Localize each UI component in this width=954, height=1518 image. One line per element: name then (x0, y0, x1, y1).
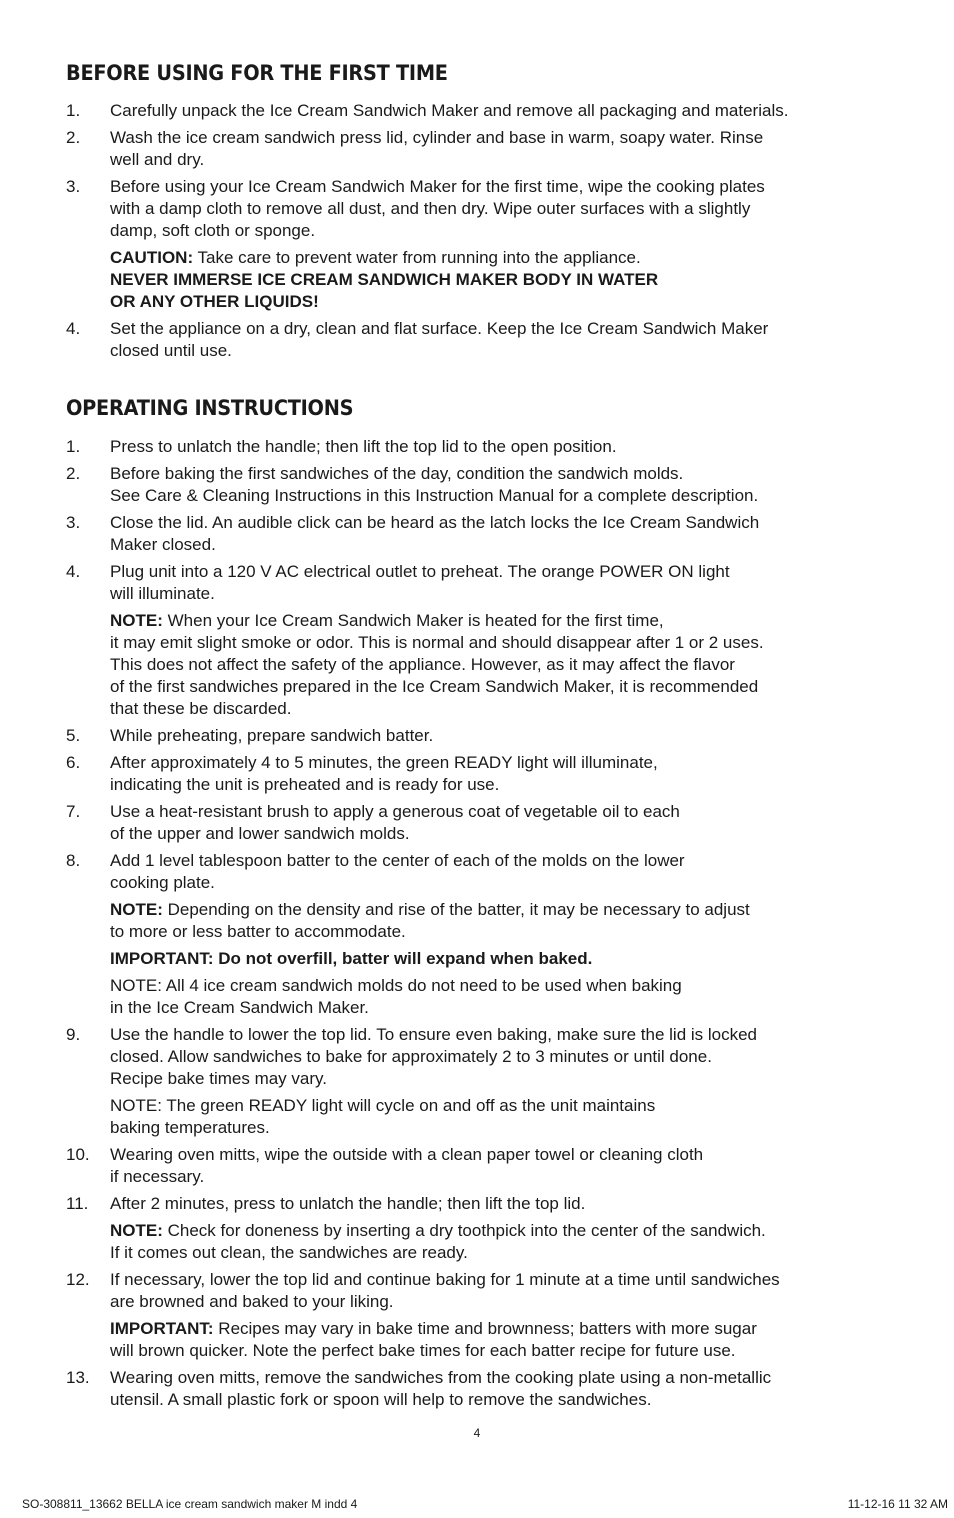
section-title-before-first-use: BEFORE USING FOR THE FIRST TIME (66, 61, 448, 85)
page-number: 4 (473, 1426, 481, 1440)
list-item: 3. Close the lid. An audible click can be heard as the latch locks the Ice Cream Sandwich Maker closed. (66, 513, 760, 554)
list-item: 3. Before using your Ice Cream Sandwich Maker for the first time, wipe the cooking plates with a damp cloth to remove all dust, and then dry. Wipe outer surfaces with a slightly damp, soft cloth or sponge. CAUTION: Take care to prevent water from running into the appliance. NEVER IMMERSE ICE CREAM SANDWICH MAKER BODY IN WATER OR ANY OTHER LIQUIDS! (0, 176, 900, 313)
warning-text: OR ANY OTHER LIQUIDS! (110, 292, 319, 311)
note-label: NOTE: (110, 900, 163, 919)
list-item: 12. If necessary, lower the top lid and continue baking for 1 minute at a time until sandwiches are browned and baked to your liking. IMPORTANT: Recipes may vary in bake time and brownness; batters with more sugar will brown quicker. Note the perfect bake times for each batter recipe for future use. (0, 1269, 900, 1362)
list-item: 7. Use a heat-resistant brush to apply a generous coat of vegetable oil to each of the upper and lower sandwich molds. (66, 802, 680, 843)
operating-instructions-list (0, 436, 954, 1416)
list-item: 1. Press to unlatch the handle; then lift the top lid to the open position. (66, 437, 617, 456)
important-block: IMPORTANT: Recipes may vary in bake time and brownness; batters with more sugar will brown quicker. Note the perfect bake times for each batter recipe for future use. (110, 1319, 757, 1360)
important-text: IMPORTANT: Do not overfill, batter will expand when baked. (110, 949, 593, 968)
plain-note-block: NOTE: All 4 ice cream sandwich molds do not need to be used when baking in the Ice Cream Sandwich Maker. (110, 976, 682, 1017)
list-item: 5. While preheating, prepare sandwich batter. (66, 726, 434, 745)
note-label: NOTE: (110, 611, 163, 630)
section-title-operating-instructions: OPERATING INSTRUCTIONS (66, 396, 354, 420)
caution-block: CAUTION: Take care to prevent water from running into the appliance. NEVER IMMERSE ICE CREAM SANDWICH MAKER BODY IN WATER OR ANY OTHER LIQUIDS! (110, 247, 900, 313)
list-item: 6. After approximately 4 to 5 minutes, the green READY light will illuminate, indicating the unit is preheated and is ready for use. (66, 753, 658, 794)
print-slug-timestamp: 11-12-16 11 32 AM (847, 1497, 948, 1511)
list-item: 4. Plug unit into a 120 V AC electrical outlet to preheat. The orange POWER ON light will illuminate. NOTE: When your Ice Cream Sandwich Maker is heated for the first time, it may emit slight smoke or odor. This is normal and should disappear after 1 or 2 uses. This does not affect the safety of the appliance. However, as it may affect the flavor of the first sandwiches prepared in the Ice Cream Sandwich Maker, it is recommended that these be discarded. (0, 561, 900, 720)
caution-label: CAUTION: (110, 248, 194, 267)
list-item: 9. Use the handle to lower the top lid. To ensure even baking, make sure the lid is locked closed. Allow sandwiches to bake for approximately 2 to 3 minutes or until done. Recipe bake times may vary. NOTE: The green READY light will cycle on and off as the unit maintains baking temperatures. (0, 1024, 900, 1139)
before-first-use-list (0, 100, 954, 367)
list-item: 4. Set the appliance on a dry, clean and flat surface. Keep the Ice Cream Sandwich Maker closed until use. (66, 319, 769, 360)
list-item: 13. Wearing oven mitts, remove the sandwiches from the cooking plate using a non-metallic utensil. A small plastic fork or spoon will help to remove the sandwiches. (66, 1368, 772, 1409)
warning-text: NEVER IMMERSE ICE CREAM SANDWICH MAKER BODY IN WATER (110, 270, 659, 289)
note-block: NOTE: Check for doneness by inserting a dry toothpick into the center of the sandwich. If it comes out clean, the sandwiches are ready. (110, 1221, 766, 1262)
list-item: 2. Wash the ice cream sandwich press lid, cylinder and base in warm, soapy water. Rinse well and dry. (66, 128, 764, 169)
important-label: IMPORTANT: (110, 1319, 214, 1338)
list-item: 8. Add 1 level tablespoon batter to the center of each of the molds on the lower cooking plate. NOTE: Depending on the density and rise of the batter, it may be necessary to adjust to more or less batter to accommodate. IMPORTANT: Do not overfill, batter will expand when baked. NOTE: All 4 ice cream sandwich molds do not need to be used when baking in the Ice Cream Sandwich Maker. (0, 850, 900, 1019)
list-item: 1. Carefully unpack the Ice Cream Sandwich Maker and remove all packaging and materials. (66, 101, 789, 120)
list-item: 11. After 2 minutes, press to unlatch the handle; then lift the top lid. NOTE: Check for doneness by inserting a dry toothpick into the center of the sandwich. If it comes out clean, the sandwiches are ready. (0, 1193, 900, 1264)
important-block (110, 948, 900, 970)
note-block: NOTE: Depending on the density and rise of the batter, it may be necessary to adjust to more or less batter to accommodate. (110, 900, 750, 941)
list-item: 10. Wearing oven mitts, wipe the outside with a clean paper towel or cleaning cloth if necessary. (66, 1145, 704, 1186)
print-slug-filename: SO-308811_13662 BELLA ice cream sandwich maker M indd 4 (22, 1497, 358, 1511)
note-block: NOTE: When your Ice Cream Sandwich Maker is heated for the first time, it may emit slight smoke or odor. This is normal and should disappear after 1 or 2 uses. This does not affect the safety of the appliance. However, as it may affect the flavor of the first sandwiches prepared in the Ice Cream Sandwich Maker, it is recommended that these be discarded. (110, 611, 764, 718)
plain-note-block: NOTE: The green READY light will cycle on and off as the unit maintains baking temperatures. (110, 1096, 656, 1137)
note-label: NOTE: (110, 1221, 163, 1240)
list-item: 2. Before baking the first sandwiches of the day, condition the sandwich molds. See Care & Cleaning Instructions in this Instruction Manual for a complete description. (66, 464, 759, 505)
